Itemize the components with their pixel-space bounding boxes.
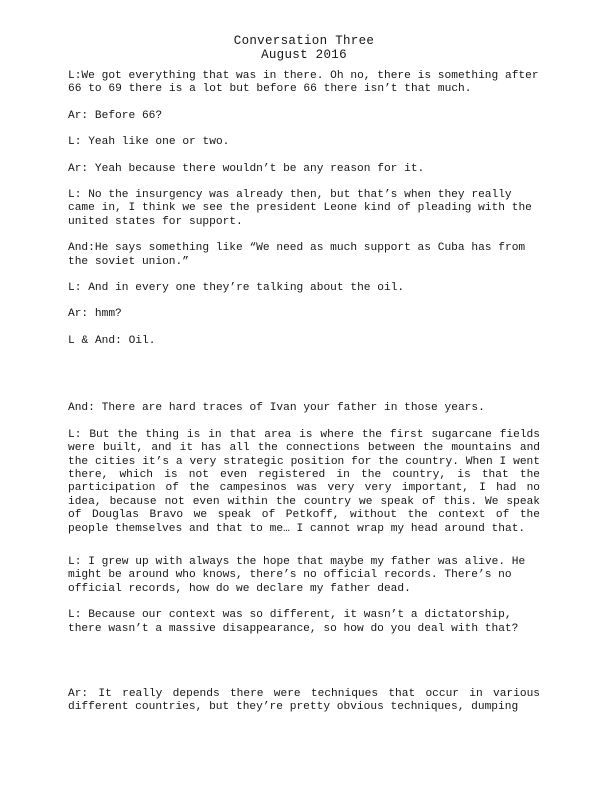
- transcript-paragraph: And: There are hard traces of Ivan your father in those years.: [68, 402, 485, 415]
- transcript-paragraph: L:We got everything that was in there. Oh no, there is something after 66 to 69 there is a lot but before 66 there isn’t that much.: [68, 70, 539, 96]
- page-title: Conversation Three: [233, 34, 375, 48]
- page-subtitle: August 2016: [261, 48, 347, 62]
- transcript-paragraph: Ar: Before 66?: [68, 109, 163, 122]
- transcript-paragraph: L: I grew up with always the hope that maybe my father was alive. He might be around who knows, there’s no official records. There’s no official records, how do we declare my father dead.: [68, 555, 526, 595]
- title-block: [68, 34, 540, 62]
- transcript-paragraph: L: But the thing is in that area is where the first sugarcane fields were built, and it has all the connections between the mountains and the cities it’s a very strategic position for the country. When I went there, which is not even registered in the country, is that the participation of the campesinos was very very important, I had no idea, because not even within the country we speak of this. We speak of Douglas Bravo we speak of Petkoff, without the context of the people themselves and that to me… I cannot wrap my head around that.: [68, 428, 540, 535]
- transcript-paragraph: L: No the insurgency was already then, but that’s when they really came in, I think we see the president Leone kind of pleading with the united states for support.: [68, 189, 532, 228]
- transcript-paragraph: Ar: Yeah because there wouldn’t be any reason for it.: [68, 162, 425, 175]
- transcript-paragraph: Ar: It really depends there were techniques that occur in various different countries, but they’re pretty obvious techniques, dumping: [68, 687, 540, 714]
- transcript-paragraph: L: Yeah like one or two.: [68, 136, 230, 149]
- transcript-paragraph: Ar: hmm?: [68, 308, 122, 321]
- transcript-paragraph: L & And: Oil.: [68, 334, 156, 347]
- transcript-paragraph: L: And in every one they’re talking about the oil.: [68, 282, 405, 295]
- transcript-paragraph: And:He says something like “We need as much support as Cuba has from the soviet union.”: [68, 242, 526, 268]
- transcript-paragraph: L: Because our context was so different, it wasn’t a dictatorship, there wasn’t a massive disappearance, so how do you deal with that?: [68, 609, 519, 635]
